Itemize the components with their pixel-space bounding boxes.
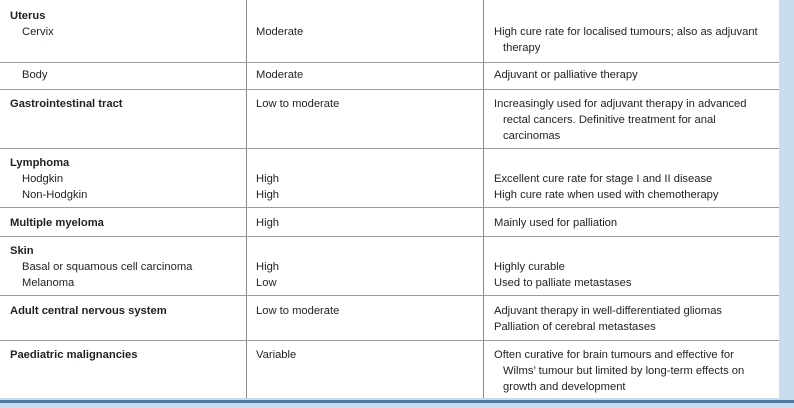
site-cell [10, 303, 240, 319]
row-divider [0, 89, 779, 90]
sensitivity-cell [256, 24, 478, 40]
role-text: Wilms’ tumour but limited by long-term effects on [503, 365, 745, 377]
page-edge-band [779, 0, 794, 408]
row-divider [0, 207, 779, 208]
category-label: Skin [10, 245, 34, 257]
sensitivity-value: High [256, 261, 280, 273]
row-divider [0, 236, 779, 237]
subtype-label: Non-Hodgkin [22, 189, 88, 201]
category-label: Lymphoma [10, 157, 70, 169]
role-text: therapy [503, 42, 541, 54]
subtype-label: Hodgkin [22, 173, 64, 185]
sensitivity-cell [256, 347, 478, 363]
column-divider [483, 0, 484, 398]
sensitivity-value: High [256, 173, 280, 185]
sensitivity-cell [256, 67, 478, 83]
role-cell [494, 303, 774, 335]
sensitivity-cell [256, 171, 478, 203]
sensitivity-value: Low [256, 277, 277, 289]
role-text: Adjuvant therapy in well-differentiated gliomas [494, 305, 723, 317]
role-text: Mainly used for palliation [494, 217, 618, 229]
role-cell [494, 171, 774, 203]
category-label: Adult central nervous system [10, 305, 167, 317]
site-cell [10, 155, 240, 203]
subtype-label: Melanoma [22, 277, 75, 289]
category-label: Gastrointestinal tract [10, 98, 123, 110]
role-text: Often curative for brain tumours and effective for [494, 349, 734, 361]
role-text: growth and development [503, 381, 626, 393]
role-cell [494, 347, 774, 395]
site-cell [10, 347, 240, 363]
role-text: Highly curable [494, 261, 565, 273]
role-text: High cure rate when used with chemotherapy [494, 189, 719, 201]
role-text: Excellent cure rate for stage I and II disease [494, 173, 713, 185]
site-cell [10, 215, 240, 231]
sensitivity-value: High [256, 189, 280, 201]
role-cell [494, 259, 774, 291]
role-text: Used to palliate metastases [494, 277, 632, 289]
sensitivity-cell [256, 215, 478, 231]
role-text: Palliation of cerebral metastases [494, 321, 656, 333]
role-cell [494, 96, 774, 144]
category-label: Multiple myeloma [10, 217, 104, 229]
site-cell [10, 8, 240, 40]
column-divider [246, 0, 247, 398]
sensitivity-cell [256, 259, 478, 291]
row-divider [0, 148, 779, 149]
role-text: Adjuvant or palliative therapy [494, 69, 638, 81]
role-text: carcinomas [503, 130, 561, 142]
role-cell [494, 24, 774, 56]
table-bottom-rule [0, 400, 794, 403]
subtype-label: Cervix [22, 26, 54, 38]
subtype-label: Body [22, 69, 48, 81]
sensitivity-value: Moderate [256, 69, 304, 81]
row-divider [0, 62, 779, 63]
sensitivity-cell [256, 303, 478, 319]
site-cell [10, 243, 240, 291]
sensitivity-cell [256, 96, 478, 112]
sensitivity-value: Moderate [256, 26, 304, 38]
role-cell [494, 67, 774, 83]
sensitivity-value: Low to moderate [256, 98, 340, 110]
site-cell [10, 67, 240, 83]
subtype-label: Basal or squamous cell carcinoma [22, 261, 193, 273]
row-divider [0, 295, 779, 296]
sensitivity-value: Variable [256, 349, 297, 361]
site-cell [10, 96, 240, 112]
role-text: Increasingly used for adjuvant therapy in advanced [494, 98, 747, 110]
sensitivity-value: Low to moderate [256, 305, 340, 317]
sensitivity-value: High [256, 217, 280, 229]
role-text: High cure rate for localised tumours; also as adjuvant [494, 26, 758, 38]
role-text: rectal cancers. Definitive treatment for anal [503, 114, 716, 126]
category-label: Uterus [10, 10, 46, 22]
role-cell [494, 215, 774, 231]
category-label: Paediatric malignancies [10, 349, 138, 361]
row-divider [0, 340, 779, 341]
